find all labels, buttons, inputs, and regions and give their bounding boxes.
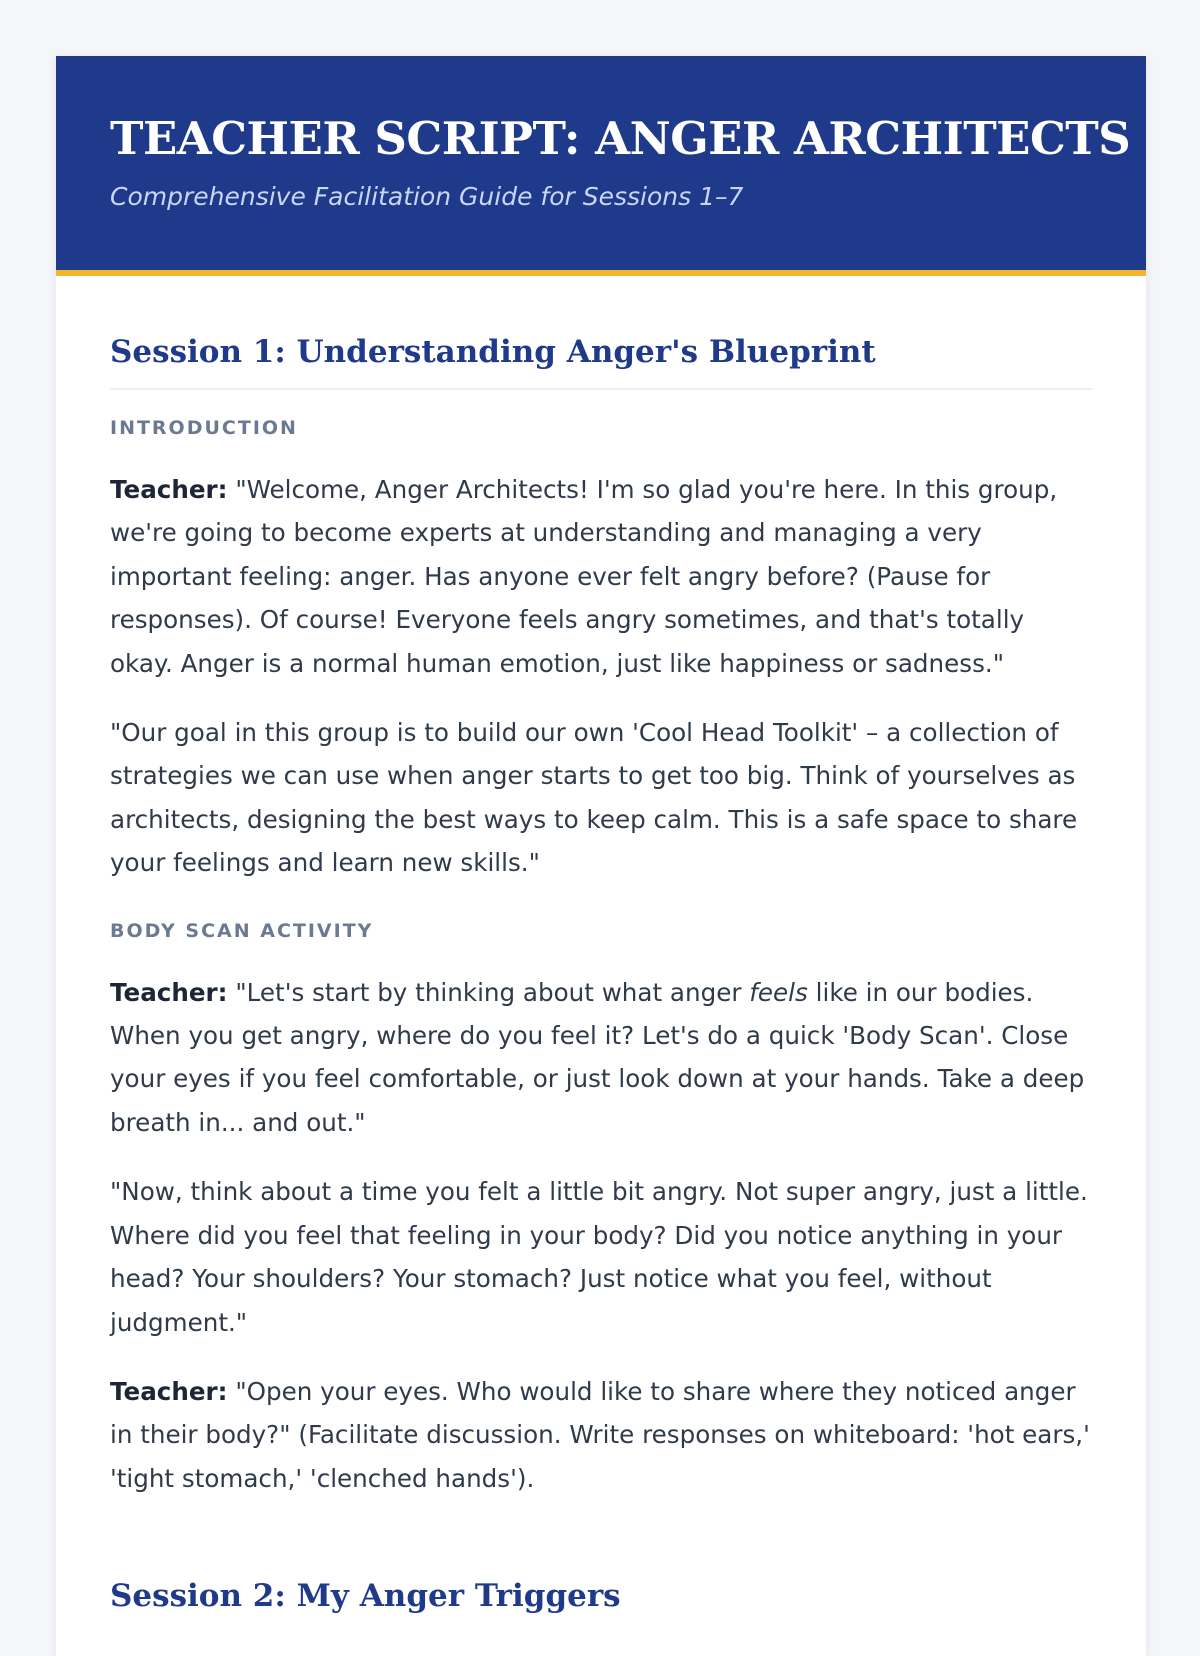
document-title: TEACHER SCRIPT: ANGER ARCHITECTS [110,112,1131,165]
document-subtitle: Comprehensive Facilitation Guide for Sessions 1–7 [110,182,744,211]
body-scan-label: BODY SCAN ACTIVITY [110,919,374,942]
introduction-label: INTRODUCTION [110,417,298,439]
body-scan-paragraph-1-text-b: like in our bodies. When you get angry, where do you feel it? Let's do a quick 'Body Scan'. Close your eyes if you feel comfortable, or just look down at your hands. Take a deep breath in... and out." [110,977,1085,1137]
speaker-label: Teacher: [110,1376,228,1406]
document-card [56,56,1146,1656]
speaker-label: Teacher: [110,977,228,1007]
body-scan-paragraph-1-text-a: "Let's start by thinking about what anger [227,977,750,1007]
intro-paragraph-2: "Our goal in this group is to build our own 'Cool Head Toolkit' – a collection of strategies we can use when anger starts to get too big. Think of yourselves as architects, designing the best ways to keep calm. This is a safe space to share your feelings and learn new skills." [110,718,1078,878]
speaker-label: Teacher: [110,475,228,504]
session-1-title: Session 1: Understanding Anger's Blueprint [110,276,1092,390]
body-scan-paragraph-1 [110,971,1092,1145]
body-scan-paragraph-3 [110,1370,1092,1500]
document-body [56,276,1146,1632]
intro-paragraph-1 [110,468,1092,685]
session-2-title: Session 2: My Anger Triggers [110,1578,621,1615]
document-header [56,56,1146,276]
body-scan-paragraph-2: "Now, think about a time you felt a little bit angry. Not super angry, just a little. Where did you feel that feeling in your body? Did you notice anything in your head? Your shoulders? Your stomach? Just notice what you feel, without judgment." [110,1177,1088,1337]
emphasis-feels: feels [749,977,808,1007]
body-scan-paragraph-3-text: "Open your eyes. Who would like to share where they noticed anger in their body?" (Facilitate discussion. Write responses on whiteboard: 'hot ears,' 'tight stomach,' 'clenched hands'). [110,1376,1090,1493]
intro-paragraph-1-text: "Welcome, Anger Architects! I'm so glad you're here. In this group, we're going to become experts at understanding and managing a very important feeling: anger. Has anyone ever felt angry before? (Pause for responses). Of course! Everyone feels angry sometimes, and that's totally okay. Anger is a normal human emotion, just like happiness or sadness." [110,475,1058,678]
